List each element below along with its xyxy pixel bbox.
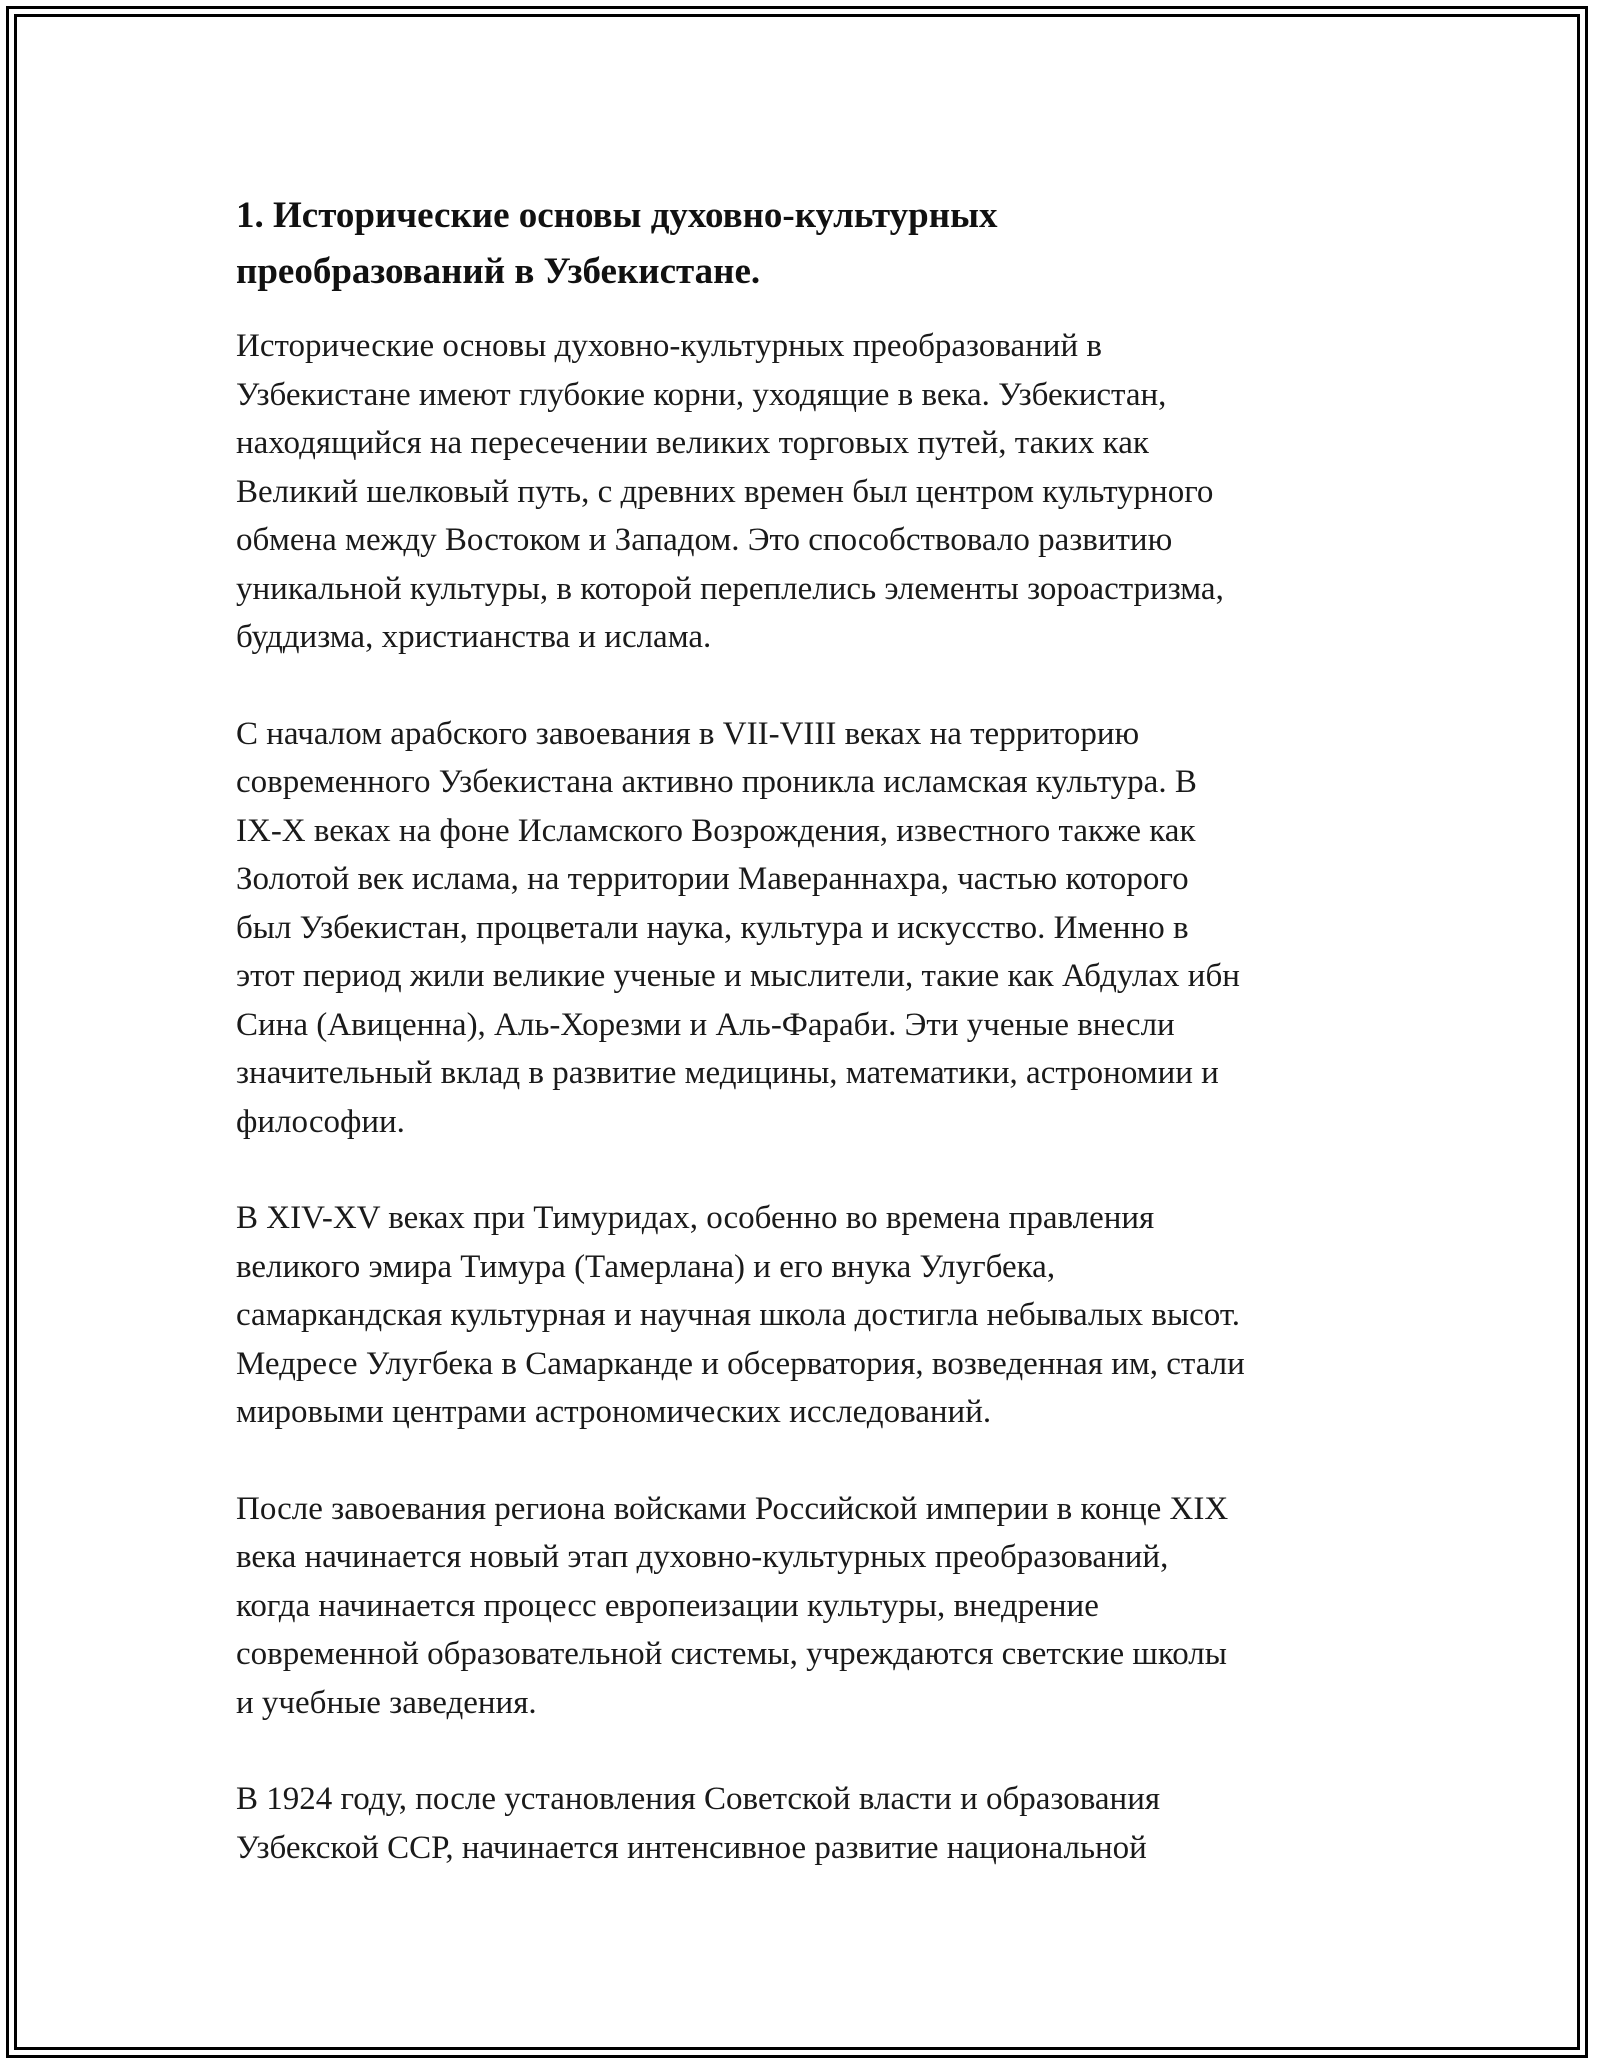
paragraph-1: [236, 322, 1386, 662]
text-line: IX-X веках на фоне Исламского Возрождения, известного также как: [236, 812, 1196, 849]
text-line: современного Узбекистана активно проникла исламская культура. В: [236, 764, 1197, 800]
paragraph-2: [236, 710, 1386, 1147]
text-line: В XIV-XV веках при Тимуридах, особенно во времена правления: [236, 1200, 1155, 1236]
text-line: когда начинается процесс европеизации культуры, внедрение: [236, 1587, 1099, 1624]
heading-line: преобразований в Узбекистане.: [236, 251, 761, 292]
text-line: Исторические основы духовно-культурных преобразований в: [236, 328, 1102, 364]
text-line: значительный вклад в развитие медицины, математики, астрономии и: [236, 1055, 1219, 1091]
paragraph-4: [236, 1485, 1386, 1728]
text-line: самаркандская культурная и научная школа достигла небывалых высот.: [236, 1297, 1241, 1333]
text-line: философии.: [236, 1103, 405, 1140]
paragraph-5: [236, 1775, 1386, 1872]
heading-line: 1. Исторические основы духовно-культурных: [236, 195, 998, 236]
text-line: Медресе Улугбека в Самарканде и обсерватория, возведенная им, стали: [236, 1345, 1245, 1382]
text-line: Золотой век ислама, на территории Мавераннахра, частью которого: [236, 861, 1189, 897]
paragraph-3: [236, 1194, 1386, 1437]
text-line: буддизма, христианства и ислама.: [236, 619, 712, 655]
text-line: мировыми центрами астрономических исследований.: [236, 1394, 992, 1430]
text-line: этот период жили великие ученые и мыслители, такие как Абдулах ибн: [236, 958, 1240, 994]
text-line: был Узбекистан, процветали наука, культура и искусство. Именно в: [236, 909, 1189, 946]
text-line: века начинается новый этап духовно-культурных преобразований,: [236, 1539, 1169, 1575]
text-line: уникальной культуры, в которой переплелись элементы зороастризма,: [236, 570, 1224, 607]
text-line: и учебные заведения.: [236, 1684, 537, 1721]
text-line: Великий шелковый путь, с древних времен был центром культурного: [236, 473, 1214, 510]
text-line: После завоевания региона войсками Российской империи в конце XIX: [236, 1490, 1229, 1527]
section-heading: [236, 188, 1386, 300]
text-line: Узбекской ССР, начинается интенсивное развитие национальной: [236, 1829, 1147, 1866]
text-line: находящийся на пересечении великих торговых путей, таких как: [236, 425, 1149, 461]
document-body: [236, 188, 1386, 1920]
text-line: великого эмира Тимура (Тамерлана) и его внука Улугбека,: [236, 1248, 1056, 1285]
text-line: Сина (Авиценна), Аль-Хорезми и Аль-Фараби. Эти ученые внесли: [236, 1006, 1175, 1043]
text-line: современной образовательной системы, учреждаются светские школы: [236, 1636, 1227, 1672]
text-line: В 1924 году, после установления Советской власти и образования: [236, 1781, 1161, 1817]
text-line: обмена между Востоком и Западом. Это способствовало развитию: [236, 522, 1173, 558]
text-line: С началом арабского завоевания в VII-VIII веках на территорию: [236, 715, 1140, 752]
text-line: Узбекистане имеют глубокие корни, уходящие в века. Узбекистан,: [236, 376, 1167, 413]
